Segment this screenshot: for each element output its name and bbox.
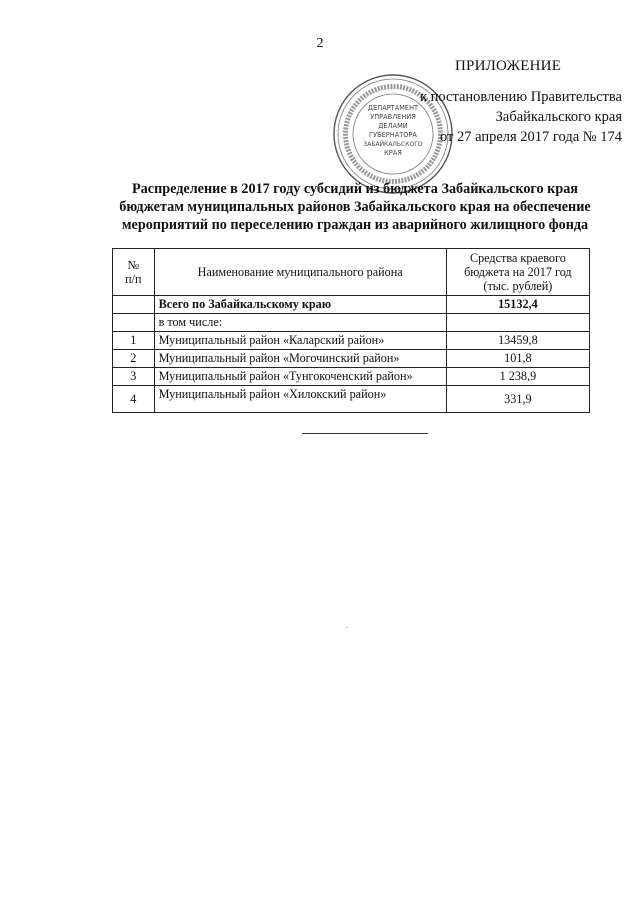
appendix-title: ПРИЛОЖЕНИЕ: [455, 58, 562, 74]
table-row: [113, 350, 590, 368]
total-number: [113, 296, 155, 314]
table-row-including: [113, 314, 590, 332]
stamp-line-5: ЗАБАЙКАЛЬСКОГО: [363, 141, 423, 148]
end-divider: [302, 433, 428, 434]
title-line-1: Распределение в 2017 году субсидий из бюджета Забайкальского края: [132, 181, 578, 197]
resolution-line-3: от 27 апреля 2017 года № 174: [439, 129, 622, 145]
stamp-line-2: УПРАВЛЕНИЯ: [370, 113, 416, 121]
row-district-name: Муниципальный район «Каларский район»: [154, 332, 446, 350]
table-row: [113, 386, 590, 413]
including-label: в том числе:: [154, 314, 446, 332]
header-amount: Средства краевого бюджета на 2017 год (тыс. рублей): [446, 249, 589, 296]
stamp-line-4: ГУБЕРНАТОРА: [369, 131, 417, 139]
row-number: 3: [113, 368, 155, 386]
including-number: [113, 314, 155, 332]
table-row: [113, 332, 590, 350]
including-amount: [446, 314, 589, 332]
row-amount: 1 238,9: [446, 368, 589, 386]
resolution-reference: [382, 87, 622, 147]
header-number: № п/п: [113, 249, 155, 296]
stamp-line-1: ДЕПАРТАМЕНТ: [367, 104, 419, 112]
stamp-line-3: ДЕЛАМИ: [378, 122, 408, 130]
row-amount: 331,9: [446, 386, 589, 413]
table-header-row: [113, 249, 590, 296]
row-number: 1: [113, 332, 155, 350]
row-district-name: Муниципальный район «Тунгокоченский район»: [154, 368, 446, 386]
stamp-line-6: КРАЯ: [384, 149, 402, 157]
resolution-line-1: к постановлению Правительства: [420, 89, 622, 105]
table-row: [113, 368, 590, 386]
resolution-line-2: Забайкальского края: [495, 109, 622, 125]
row-amount: 13459,8: [446, 332, 589, 350]
title-line-2: бюджетам муниципальных районов Забайкальского края на обеспечение: [119, 199, 591, 215]
scan-speck: [346, 627, 348, 628]
page-number: 2: [316, 36, 324, 51]
row-number: 4: [113, 386, 155, 413]
subsidy-table: [112, 248, 590, 413]
header-district-name: Наименование муниципального района: [154, 249, 446, 296]
document-title: [80, 180, 630, 234]
row-district-name: Муниципальный район «Могочинский район»: [154, 350, 446, 368]
row-number: 2: [113, 350, 155, 368]
title-line-3: мероприятий по переселению граждан из аварийного жилищного фонда: [121, 217, 589, 233]
total-name: Всего по Забайкальскому краю: [154, 296, 446, 314]
row-district-name: Муниципальный район «Хилокский район»: [154, 386, 446, 413]
row-amount: 101,8: [446, 350, 589, 368]
total-amount: 15132,4: [446, 296, 589, 314]
table-row-total: [113, 296, 590, 314]
